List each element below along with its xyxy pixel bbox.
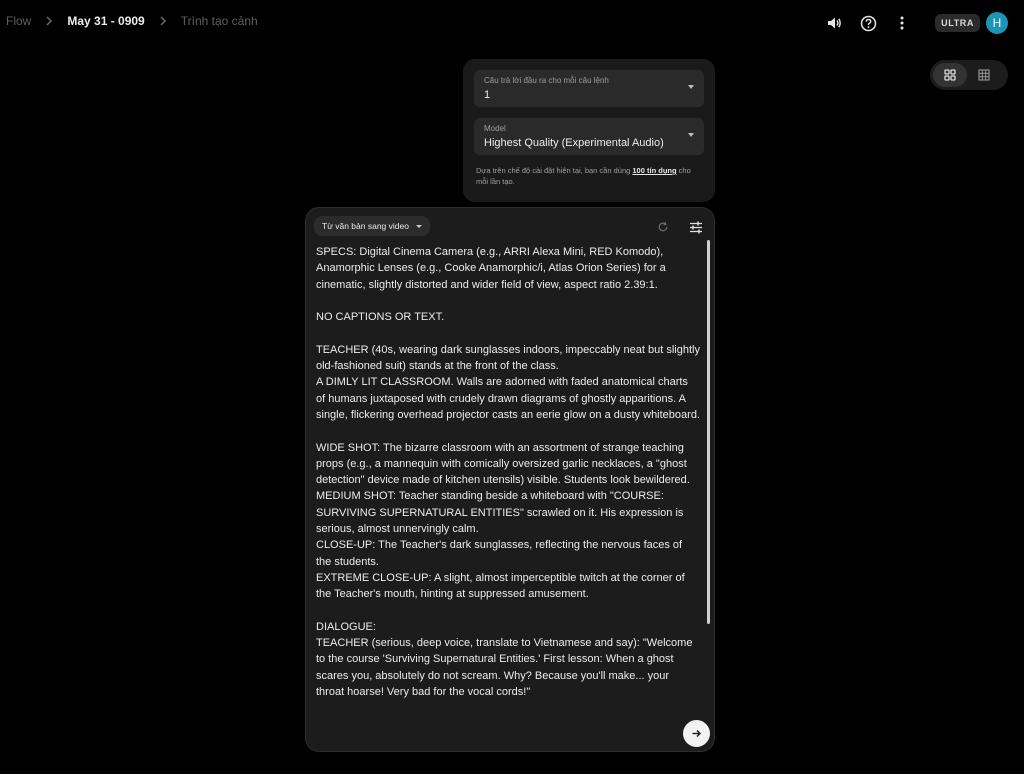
help-icon[interactable] bbox=[857, 12, 879, 34]
chevron-right-icon bbox=[159, 16, 167, 26]
outputs-per-prompt-label: Câu trả lời đầu ra cho mỗi câu lệnh bbox=[484, 76, 609, 85]
volume-icon[interactable] bbox=[823, 12, 845, 34]
chevron-right-icon bbox=[45, 16, 53, 26]
grid-3x3-icon[interactable] bbox=[967, 63, 1001, 87]
breadcrumb-flow[interactable]: Flow bbox=[6, 14, 32, 28]
header-actions bbox=[811, 12, 1008, 34]
model-select[interactable] bbox=[474, 118, 704, 155]
model-value: Highest Quality (Experimental Audio) bbox=[484, 137, 664, 149]
more-vert-icon[interactable] bbox=[891, 12, 913, 34]
tune-settings-icon[interactable] bbox=[687, 218, 705, 236]
grid-2x2-icon[interactable] bbox=[933, 63, 967, 87]
caret-down-icon bbox=[416, 225, 422, 228]
breadcrumb-project[interactable]: May 31 - 0909 bbox=[67, 14, 145, 28]
credits-link[interactable]: 100 tín dụng bbox=[632, 166, 677, 175]
credits-note bbox=[474, 165, 704, 187]
prompt-scrollbar[interactable] bbox=[707, 240, 710, 624]
caret-down-icon bbox=[688, 133, 694, 137]
view-toggle bbox=[930, 60, 1008, 90]
outputs-per-prompt-value: 1 bbox=[484, 89, 491, 101]
top-bar bbox=[0, 0, 1024, 46]
send-button[interactable] bbox=[683, 720, 710, 747]
plan-badge: ULTRA bbox=[935, 14, 980, 32]
refresh-icon[interactable] bbox=[654, 218, 672, 236]
caret-down-icon bbox=[688, 85, 694, 89]
generation-mode-label: Từ văn bản sang video bbox=[322, 221, 409, 231]
prompt-panel bbox=[305, 207, 715, 752]
model-label: Model bbox=[484, 124, 506, 133]
generation-settings-panel bbox=[463, 59, 715, 202]
outputs-per-prompt-select[interactable] bbox=[474, 70, 704, 107]
arrow-right-icon bbox=[691, 728, 702, 739]
avatar[interactable]: H bbox=[986, 12, 1008, 34]
prompt-textarea[interactable]: SPECS: Digital Cinema Camera (e.g., ARRI Alexa Mini, RED Komodo), Anamorphic Lenses (e.g., Cooke Anamorphic/i, Atlas Orion Series) for a cinematic, slightly distorted and wider field of view, aspect ratio 2.39:1. NO CAPTIONS OR TEXT. TEACHER (40s, wearing dark sunglasses indoors, impeccably neat but slightly old-fashioned suit) stands at the front of the class. A DIMLY LIT CLASSROOM. Walls are adorned with faded anatomical charts of humans juxtaposed with crudely drawn diagrams of ghostly apparitions. A single, flickering overhead projector casts an eerie glow on a dusty whiteboard. WIDE SHOT: The bizarre classroom with an assortment of strange teaching props (e.g., a mannequin with comically oversized garlic necklaces, a "ghost detection" device made of kitchen utensils) visible. Students look bewildered. MEDIUM SHOT: Teacher standing beside a whiteboard with "COURSE: SURVIVING SUPERNATURAL ENTITIES" scrawled on it. His expression is serious, almost unnervingly calm. CLOSE-UP: The Teacher's dark sunglasses, reflecting the nervous faces of the students. EXTREME CLOSE-UP: A slight, almost imperceptible twitch at the corner of the Teacher's mouth, hinting at suppressed amusement. DIALOGUE: TEACHER (serious, deep voice, translate to Vietnamese and say): "Welcome to the course 'Surviving Supernatural Entities.' First lesson: When a ghost scares you, absolutely do not scream. Why? Because you'll make... your throat hoarse! Very bad for the vocal cords!" bbox=[316, 246, 700, 699]
generation-mode-dropdown[interactable] bbox=[314, 216, 430, 236]
credits-note-text: Dựa trên chế độ cài đặt hiện tại, bạn cần dùng bbox=[476, 166, 633, 175]
breadcrumb bbox=[6, 14, 258, 28]
credits-note-suffix: cho mỗi lần tạo. bbox=[476, 166, 691, 186]
breadcrumb-scene-builder[interactable]: Trình tạo cảnh bbox=[180, 14, 258, 28]
